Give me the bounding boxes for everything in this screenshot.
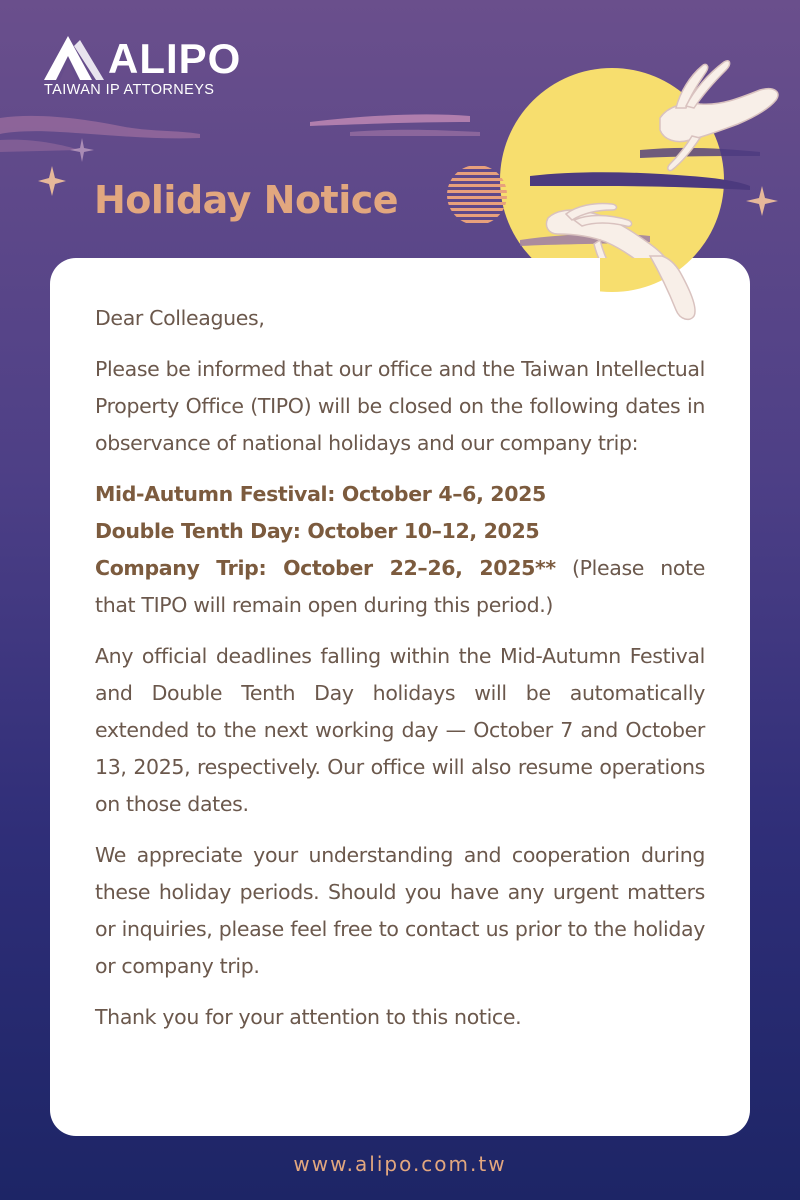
logo-wordmark: ALIPO — [108, 35, 242, 82]
page-title: Holiday Notice — [94, 178, 399, 222]
date-mid-autumn: Mid-Autumn Festival: October 4–6, 2025 — [95, 482, 546, 506]
appreciation-paragraph: We appreciate your understanding and cooperation during these holiday periods. Should you have any urgent matters or inquiries, please feel free to contact us prior to the holiday or company trip. — [95, 843, 705, 978]
top-cloud — [310, 114, 480, 136]
website-link[interactable]: www.alipo.com.tw — [293, 1152, 507, 1176]
company-trip-note: (Please note — [571, 556, 706, 580]
date-double-tenth: Double Tenth Day: October 10–12, 2025 — [95, 519, 540, 543]
company-trip-label: Company Trip: October 22–26, 2025** — [95, 556, 556, 580]
notice-body — [95, 300, 705, 1050]
left-cloud — [0, 116, 200, 152]
closure-dates — [95, 476, 705, 624]
alipo-logo-icon — [44, 36, 104, 80]
intro-paragraph: Please be informed that our office and the Taiwan Intellectual Property Office (TIPO) will be closed on the following dates in observance of national holidays and our company trip: — [95, 357, 705, 455]
closing-line: Thank you for your attention to this notice. — [95, 1005, 522, 1029]
company-trip-note-cont: that TIPO will remain open during this period.) — [95, 593, 554, 617]
date-company-trip — [95, 550, 705, 587]
deadlines-paragraph: Any official deadlines falling within the Mid-Autumn Festival and Double Tenth Day holidays will be automatically extended to the next working day — October 7 and October 13, 2025, respectively. Our office will also resume operations on those dates. — [95, 644, 705, 816]
greeting: Dear Colleagues, — [95, 306, 265, 330]
logo-tagline: TAIWAN IP ATTORNEYS — [44, 82, 215, 98]
